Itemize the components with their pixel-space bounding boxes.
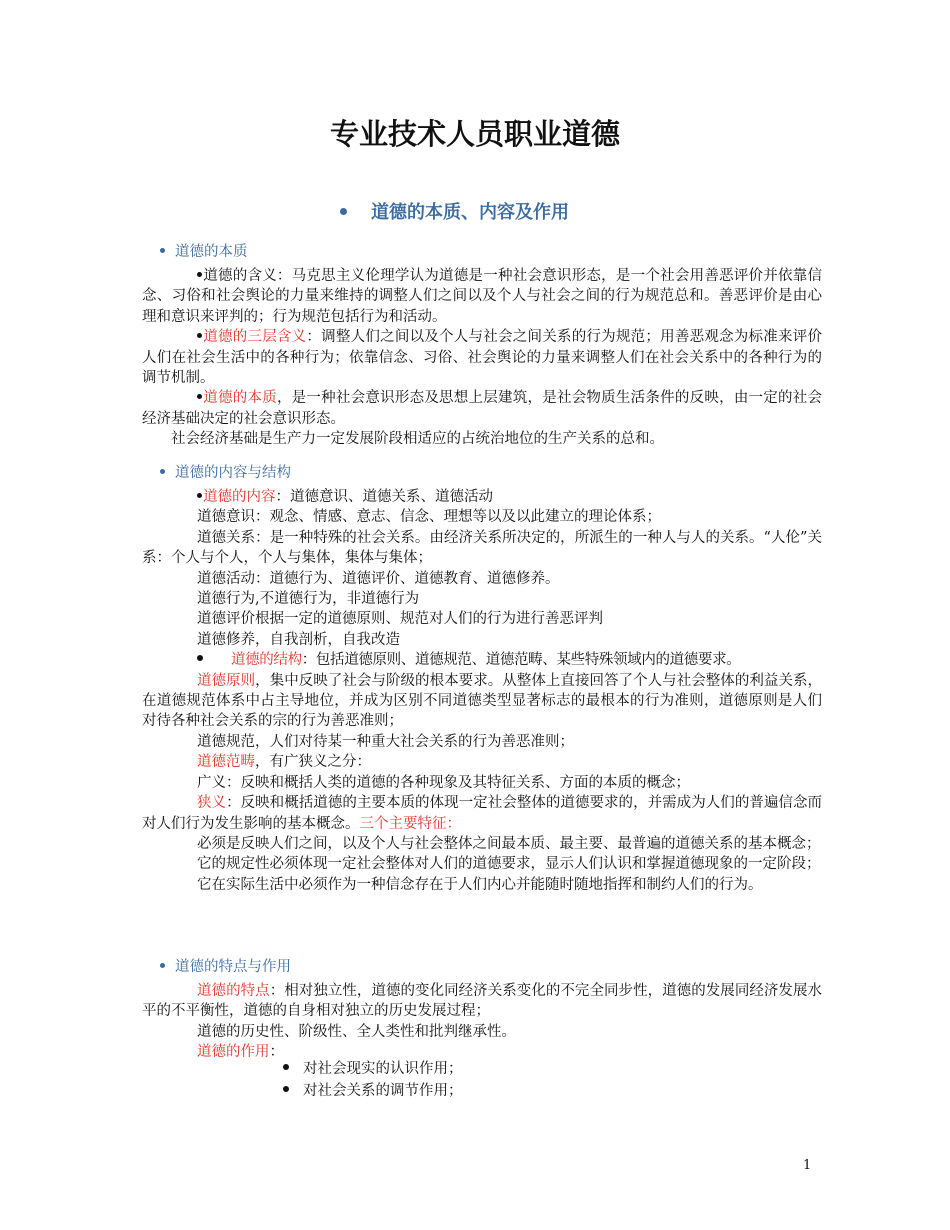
highlight-term: 道德范畴 — [197, 754, 255, 771]
bullet-icon — [197, 333, 202, 338]
bullet-icon — [283, 1064, 289, 1070]
paragraph-text: 道德活动：道德行为、道德评价、道德教育、道德修养。 — [197, 570, 560, 587]
paragraph — [142, 507, 822, 527]
features-role-body — [142, 981, 822, 1063]
highlight-term: 道德的特点 — [197, 983, 270, 999]
highlight-term: 三个主要特征： — [359, 815, 461, 832]
list-item-text: 对社会现实的认识作用； — [303, 1061, 463, 1077]
bullet-icon — [160, 963, 165, 968]
bullet-icon — [197, 655, 203, 661]
paragraph-text: 它在实际生活中必须作为一种信念存在于人们内心并能随时随地指挥和制约人们的行为。 — [197, 876, 763, 893]
list-item — [283, 1080, 463, 1102]
paragraph — [142, 752, 822, 772]
highlight-term: 道德的本质 — [203, 390, 277, 407]
paragraph-text: 道德规范，人们对待某一种重大社会关系的行为善恶准则； — [197, 733, 574, 750]
paragraph — [142, 589, 822, 609]
content-structure-body — [142, 487, 822, 895]
paragraph — [142, 671, 822, 732]
paragraph-text: 道德的含义：马克思主义伦理学认为道德是一种社会意识形态，是一个社会用善恶评价并依靠信念、习俗和社会舆论的力量来维持的调整人们之间以及个人与社会之间的行为规范总和。善恶评价是由心理和意识来评判的；行为规范包括行为和活动。 — [142, 268, 822, 325]
paragraph — [142, 266, 822, 327]
paragraph — [142, 1022, 822, 1042]
paragraph-text: 必须是反映人们之间，以及个人与社会整体之间最本质、最主要、最普遍的道德关系的基本概念； — [197, 835, 821, 852]
paragraph — [142, 834, 822, 854]
essence-body — [142, 266, 822, 450]
subheading-text: 道德的本质 — [175, 244, 248, 260]
list-item-text: 对社会关系的调节作用； — [303, 1083, 463, 1099]
bullet-icon — [340, 208, 347, 215]
role-list — [283, 1058, 463, 1102]
paragraph-text: 道德修养，自我剖析，自我改造 — [197, 631, 400, 648]
paragraph — [142, 569, 822, 589]
paragraph — [142, 429, 822, 449]
document-title: 专业技术人员职业道德 — [329, 117, 620, 151]
section-heading-text: 道德的本质、内容及作用 — [371, 202, 569, 223]
paragraph-text: 道德评价根据一定的道德原则、规范对人们的行为进行善恶评判 — [197, 611, 603, 628]
paragraph-text: 它的规定性必须体现一定社会整体对人们的道德要求，显示人们认识和掌握道德现象的一定阶段； — [197, 856, 821, 873]
paragraph-text: ：包括道德原则、道德规范、道德范畴、某些特殊领域内的道德要求。 — [301, 652, 741, 669]
paragraph-text: ： — [269, 1044, 284, 1061]
paragraph — [142, 854, 822, 874]
subheading-text: 道德的特点与作用 — [175, 959, 291, 975]
subheading-essence — [160, 240, 248, 261]
list-item — [283, 1058, 463, 1080]
paragraph-text: ：反映和概括道德的主要本质的体现一定社会整体的道德要求的，并需成为人们的普遍信念而对人们行为发生影响的基本概念。 — [142, 795, 823, 832]
section-heading — [340, 198, 569, 224]
paragraph — [142, 327, 822, 388]
bullet-icon — [197, 394, 202, 399]
paragraph-text: 道德意识：观念、情感、意志、信念、理想等以及以此建立的理论体系； — [197, 509, 661, 526]
paragraph — [142, 875, 822, 895]
paragraph-text: 社会经济基础是生产力一定发展阶段相适应的占统治地位的生产关系的总和。 — [171, 431, 664, 448]
subheading-text: 道德的内容与结构 — [175, 465, 291, 481]
paragraph — [142, 650, 822, 670]
highlight-term: 道德的三层含义 — [203, 329, 307, 346]
bullet-icon — [197, 493, 202, 498]
highlight-term: 狭义 — [197, 795, 227, 812]
paragraph — [142, 981, 822, 1022]
paragraph-text: 道德关系：是一种特殊的社会关系。由经济关系所决定的，所派生的一种人与人的关系。“人伦”关系：个人与个人，个人与集体，集体与集体； — [142, 529, 822, 567]
subheading-features-role — [160, 955, 291, 976]
subheading-content-structure — [160, 461, 291, 482]
bullet-icon — [160, 469, 165, 474]
paragraph — [142, 388, 822, 429]
paragraph-text: ，是一种社会意识形态及思想上层建筑，是社会物质生活条件的反映，由一定的社会经济基础决定的社会意识形态。 — [142, 390, 823, 427]
highlight-term: 道德的结构 — [231, 652, 302, 669]
paragraph — [142, 793, 822, 834]
paragraph-text: ：道德意识、道德关系、道德活动 — [275, 489, 493, 505]
bullet-icon — [283, 1086, 289, 1092]
bullet-icon — [160, 248, 165, 253]
paragraph-text: ，集中反映了社会与阶级的根本要求。从整体上直接回答了个人与社会整体的利益关系，在道德规范体系中占主导地位，并成为区别不同道德类型显著标志的最根本的行为准则，道德原则是人们对待各种社会关系的宗的行为善恶准则； — [142, 672, 823, 730]
paragraph — [142, 609, 822, 629]
bullet-icon — [197, 272, 202, 277]
paragraph-text: ：相对独立性，道德的变化同经济关系变化的不完全同步性，道德的发展同经济发展水平的不平衡性，道德的自身相对独立的历史发展过程； — [142, 983, 823, 1020]
paragraph — [142, 732, 822, 752]
paragraph — [142, 630, 822, 650]
paragraph — [142, 1042, 822, 1062]
page-number: 1 — [803, 1158, 812, 1173]
paragraph — [142, 528, 822, 569]
highlight-term: 道德原则 — [197, 672, 256, 689]
paragraph-text: ，有广狭义之分： — [255, 754, 371, 771]
highlight-term: 道德的作用 — [197, 1044, 270, 1061]
paragraph-text: ：调整人们之间以及个人与社会之间关系的行为规范；用善恶观念为标准来评价人们在社会生活中的各种行为；依靠信念、习俗、社会舆论的力量来调整人们在社会关系中的各种行为的调节机制。 — [142, 329, 822, 387]
paragraph-text: 广义：反映和概括人类的道德的各种现象及其特征关系、方面的本质的概念； — [197, 774, 690, 791]
paragraph-text: 道德的历史性、阶级性、全人类性和批判继承性。 — [197, 1023, 516, 1040]
paragraph — [142, 773, 822, 793]
highlight-term: 道德的内容 — [203, 489, 276, 505]
paragraph-text: 道德行为,不道德行为，非道德行为 — [197, 591, 420, 608]
paragraph — [142, 487, 822, 507]
